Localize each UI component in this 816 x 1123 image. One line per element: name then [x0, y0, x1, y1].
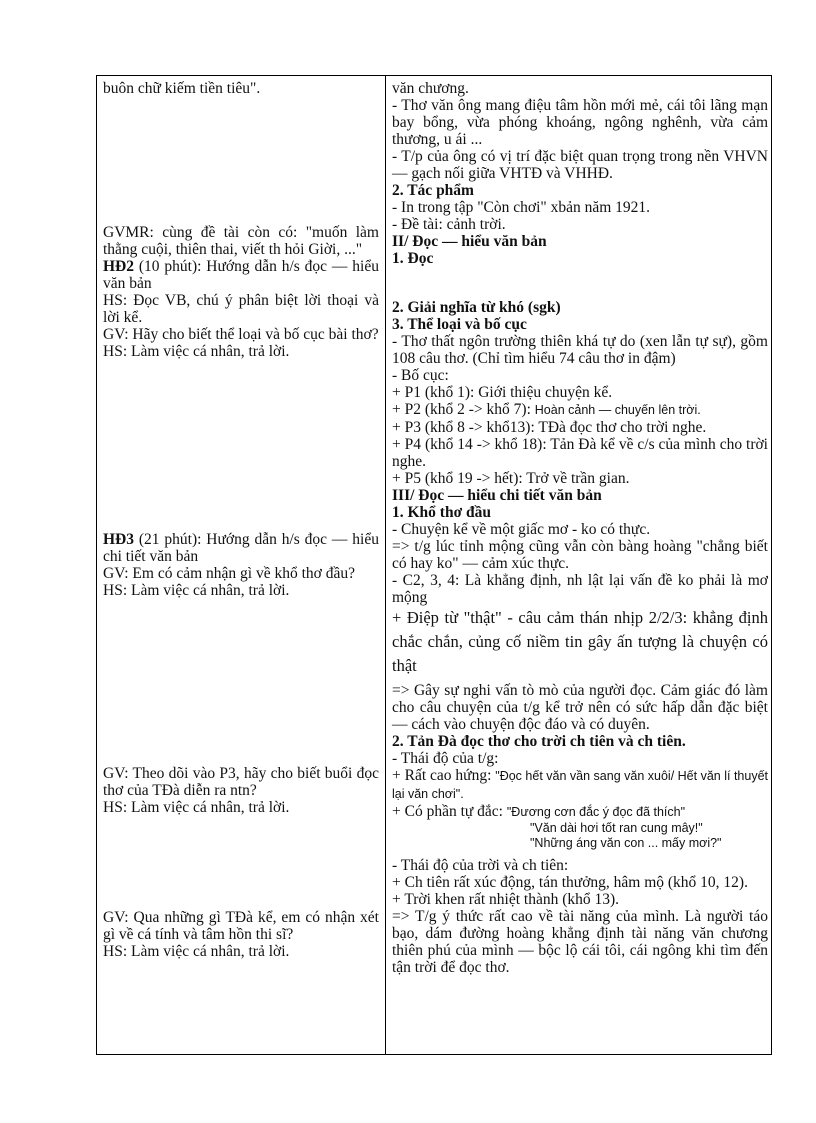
- left-text: GV: Hãy cho biết thể loại và bố cục bài thơ?: [103, 326, 379, 343]
- section-heading: 2. Tác phẩm: [392, 182, 474, 199]
- left-text: HS: Làm việc cá nhân, trả lời.: [103, 582, 290, 599]
- content-column: [386, 76, 772, 1054]
- left-block-5: [103, 909, 379, 960]
- right-block-2: 2. Giải nghĩa từ khó (sgk) 3. Thể loại và bố cục - Thơ thất ngôn trường thiên khá tự do (xen lẫn tự sự), gồm 108 câu thơ. (Chỉ tìm hiểu 74 câu thơ in đậm) - Bố cục: + P1 (khổ 1): Giới thiệu chuyện kể. + P2 (khổ 2 -> khổ 7): Hoàn cảnh — chuyến lên trời. + P3 (khổ 8 -> khổ13): TĐà đọc thơ cho trời nghe. + P4 (khổ 14 -> khổ 18): Tản Đà kể về c/s của mình cho trời nghe. + P5 (khổ 19 -> hết): Trở về trần gian. III/ Đọc — hiểu chi tiết văn bản 1. Khổ thơ đầu - Chuyện kể về một giấc mơ - ko có thực. => t/g lúc tỉnh mộng cũng vẫn còn bàng hoàng "chẳng biết có hay ko" — cảm xúc thực. - C2, 3, 4: Là khẳng định, nh lật lại vấn đề ko phải là mơ mộng + Điệp từ "thật" - câu cảm thán nhịp 2/2/3: khẳng định chắc chắn, củng cố niềm tin gây ấn tượng là chuyện có thật => Gây sự nghi vấn tò mò của người đọc. Cảm giác đó làm cho câu chuyện của t/g kể trở nên có sức hấp dẫn đặc biệt — cách vào chuyện độc đáo và có duyên. 2. Tản Đà đọc thơ cho trời ch tiên và ch tiên. - Thái độ của t/g: + Rất cao hứng: "Đọc hết văn vần sang văn xuôi/ Hết văn lí thuyết lại văn chơi". + Có phần tự đắc: "Đương cơn đắc ý đọc đã thích" "Văn dài hơi tốt ran cung mây!" "Những áng văn con ... mấy mơi?" - Thái độ của trời và ch tiên: + Ch tiên rất xúc động, tán thưởng, hâm mộ (khổ 10, 12). + Trời khen rất nhiệt thành (khổ 13). => T/g ý thức rất cao về tài năng của mình. Là người táo bạo, dám đường hoàng khẳng định tài năng văn chương thiên phú của mình — bộc lộ cái tôi, cái ngông khi tìm đến tận trời để đọc thơ.: [392, 299, 768, 976]
- teacher-student-activities-column: [97, 76, 385, 1054]
- section-heading: III/ Đọc — hiểu chi tiết văn bản: [392, 487, 602, 504]
- section-heading: 2. Tản Đà đọc thơ cho trời ch tiên và ch tiên.: [392, 733, 686, 750]
- left-text: buôn chữ kiếm tiền tiêu".: [103, 80, 261, 97]
- left-text: GVMR: cùng đề tài còn có: "muốn làm thằng cuội, thiên thai, viết th hỏi Giời, ...": [103, 224, 379, 258]
- left-text: HS: Làm việc cá nhân, trả lời.: [103, 343, 290, 360]
- activity-heading: HĐ3 (21 phút): Hướng dẫn h/s đọc — hiểu chi tiết văn bản: [103, 531, 379, 565]
- activity-heading: HĐ2 (10 phút): Hướng dẫn h/s đọc — hiểu văn bản: [103, 258, 379, 292]
- section-heading: 3. Thể loại và bố cục: [392, 316, 527, 333]
- left-block-4: [103, 765, 379, 816]
- left-block-2: [103, 224, 379, 360]
- section-heading: II/ Đọc — hiểu văn bản: [392, 233, 547, 250]
- section-heading: 2. Giải nghĩa từ khó (sgk): [392, 299, 561, 316]
- right-block-1: văn chương. - Thơ văn ông mang điệu tâm hồn mới mẻ, cái tôi lãng mạn bay bổng, vừa phóng khoáng, ngông nghênh, vừa cảm thương, u ái ... - T/p của ông có vị trí đặc biệt quan trọng trong nền VHVN — gạch nối giữa VHTĐ và VHHĐ. 2. Tác phẩm - In trong tập "Còn chơi" xbản năm 1921. - Đề tài: cảnh trời. II/ Đọc — hiểu văn bản 1. Đọc: [392, 80, 768, 267]
- left-text: HS: Làm việc cá nhân, trả lời.: [103, 799, 290, 816]
- left-text: GV: Theo dõi vào P3, hãy cho biết buổi đọc thơ của TĐà diễn ra ntn?: [103, 765, 379, 799]
- lesson-table: [96, 75, 772, 1055]
- left-text: GV: Qua những gì TĐà kể, em có nhận xét gì về cá tính và tâm hồn thi sĩ?: [103, 909, 379, 943]
- left-text: GV: Em có cảm nhận gì về khổ thơ đầu?: [103, 565, 355, 582]
- section-heading: 1. Khổ thơ đầu: [392, 504, 492, 521]
- section-heading: 1. Đọc: [392, 250, 434, 267]
- left-text: HS: Đọc VB, chú ý phân biệt lời thoại và lời kể.: [103, 292, 379, 326]
- left-block-3: [103, 531, 379, 599]
- left-text: HS: Làm việc cá nhân, trả lời.: [103, 943, 290, 960]
- left-block-1: [103, 80, 379, 97]
